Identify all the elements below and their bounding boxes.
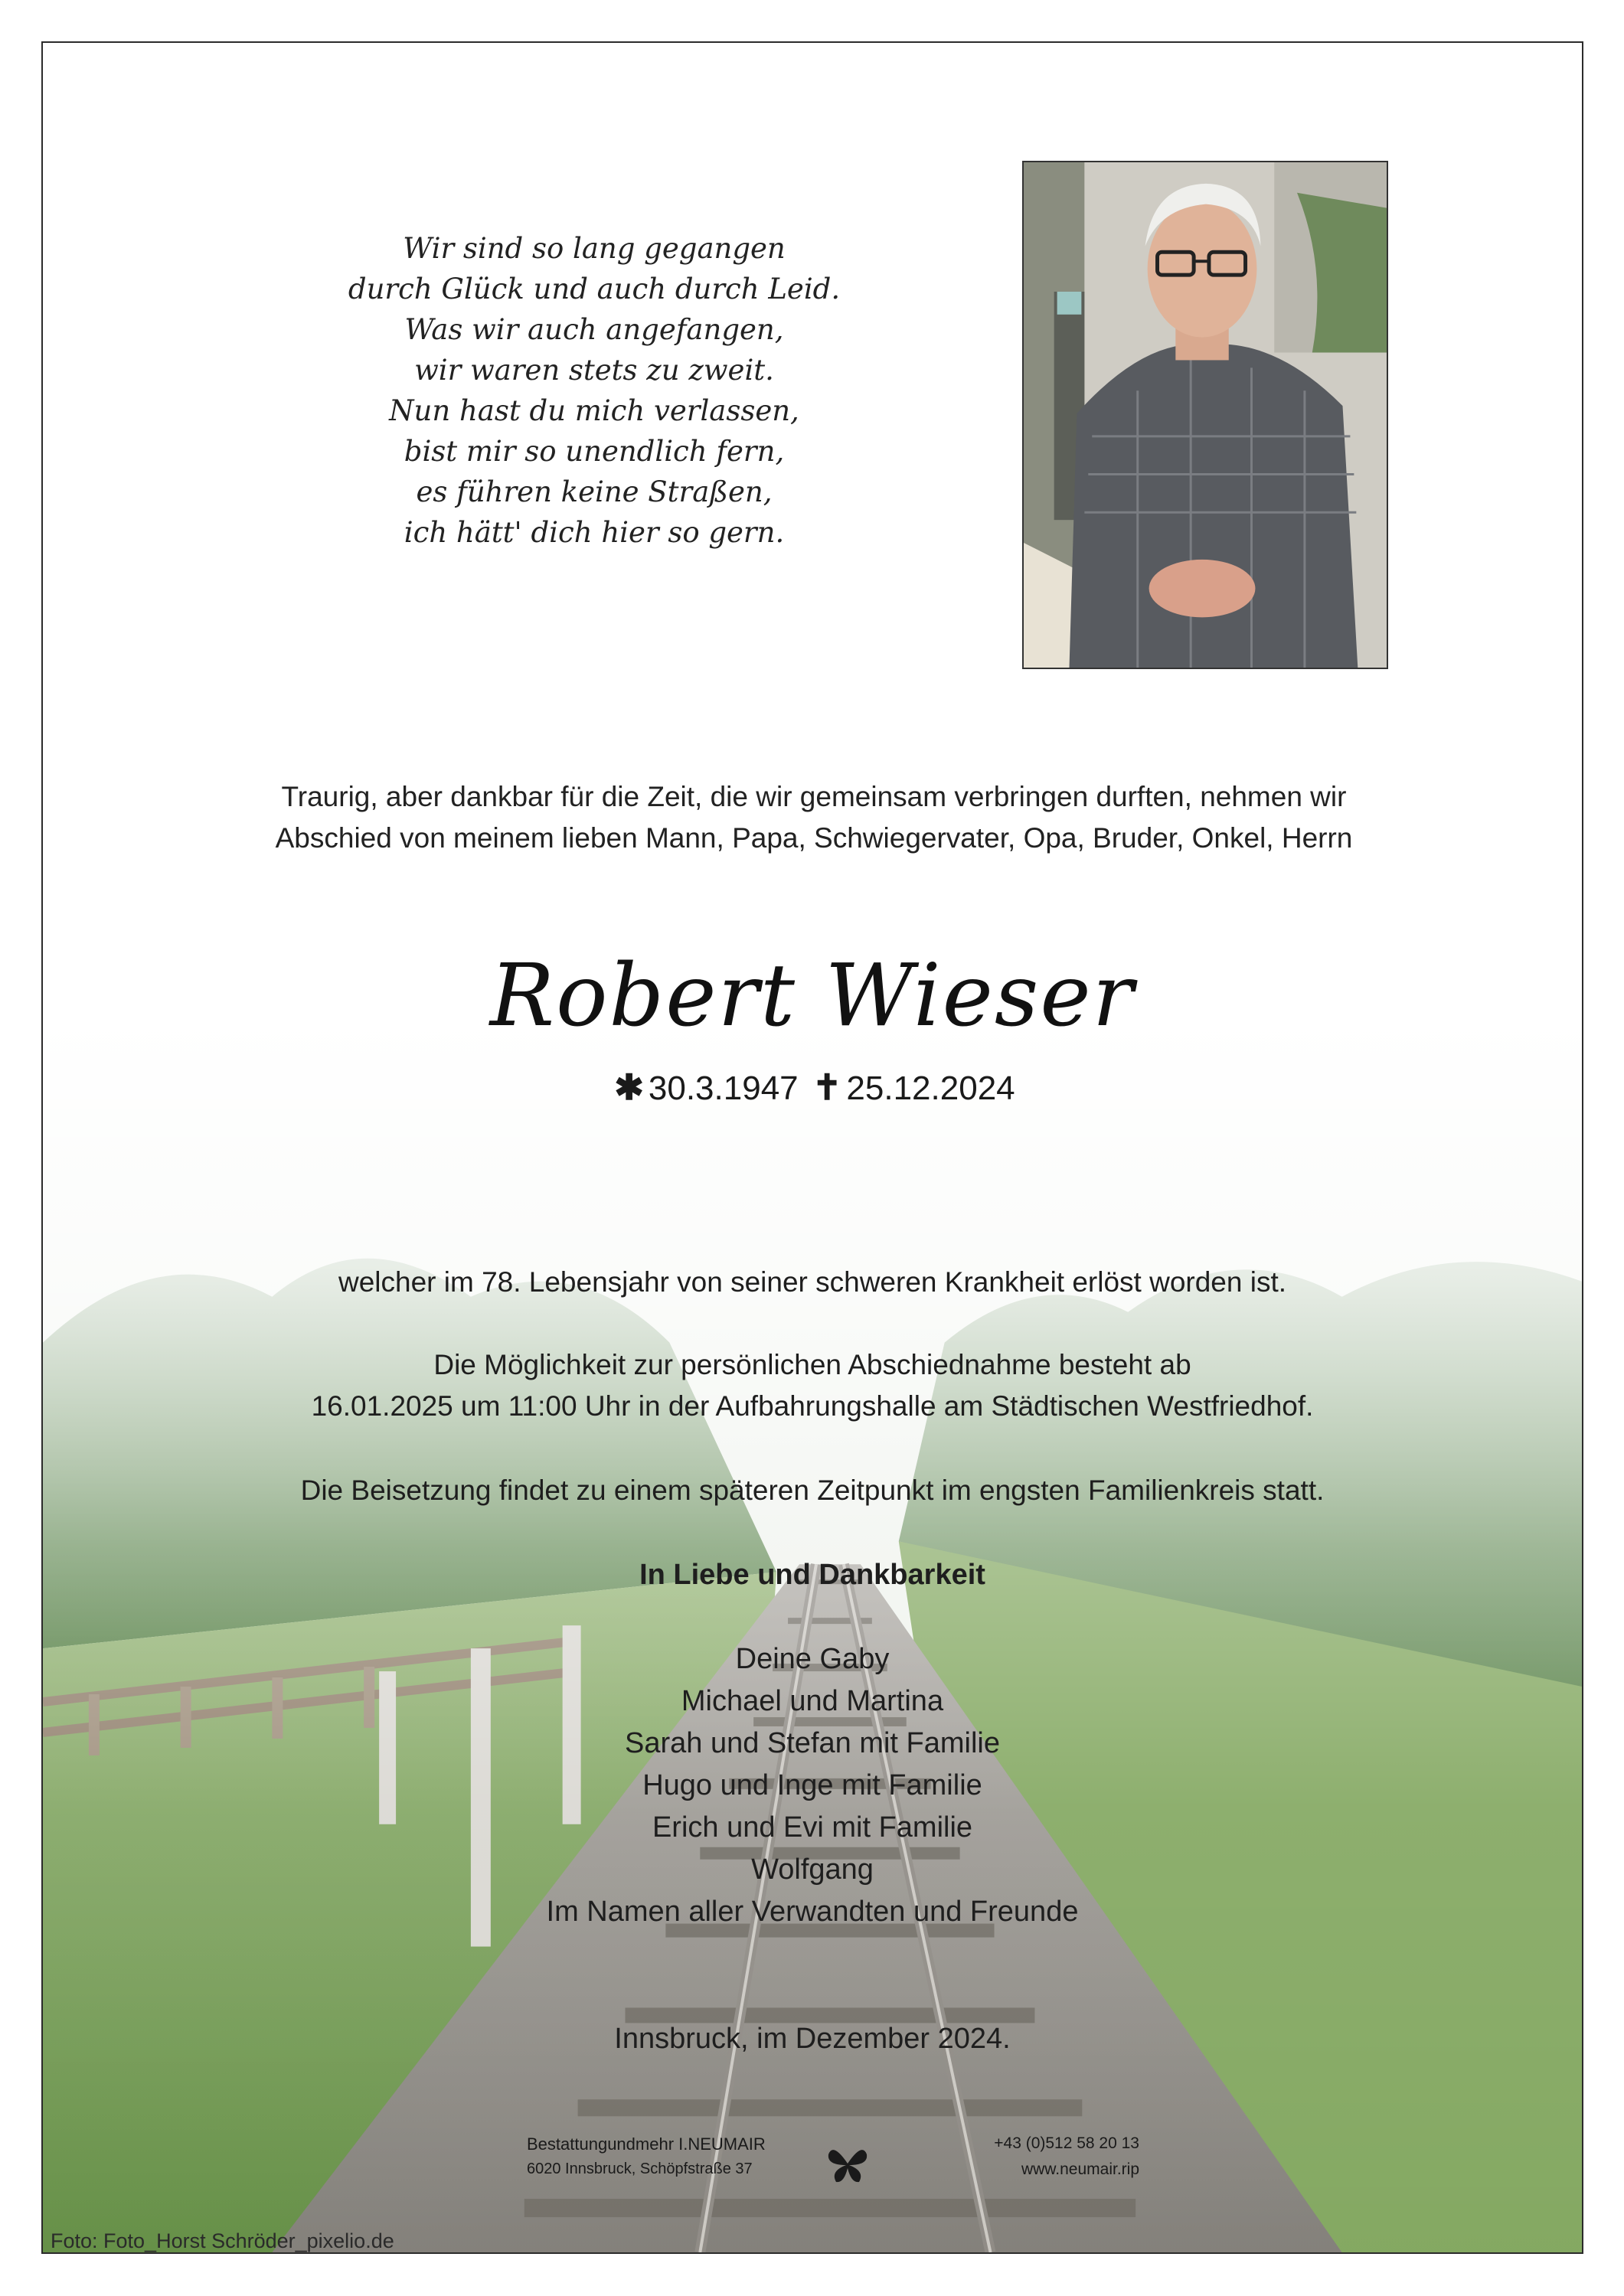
mourners-list [43, 1638, 1582, 1933]
burial-text: Die Beisetzung findet zu einem späteren Zeitpunkt im engsten Familienkreis statt. [300, 1475, 1325, 1506]
intro-text [74, 776, 1554, 859]
place-and-date: Innsbruck, im Dezember 2024. [614, 2023, 1011, 2055]
intro-line: Abschied von meinem lieben Mann, Papa, Schwiegervater, Opa, Bruder, Onkel, Herrn [275, 822, 1353, 854]
poem-line: Was wir auch angefangen, [404, 313, 784, 346]
mourner-entry: Im Namen aller Verwandten und Freunde [546, 1896, 1079, 1928]
poem-line: Wir sind so lang gegangen [403, 232, 786, 265]
photo-credit: Foto: Foto_Horst Schröder_pixelio.de [51, 2229, 394, 2252]
intro-line: Traurig, aber dankbar für die Zeit, die wir gemeinsam verbringen durften, nehmen wir [281, 781, 1347, 812]
poem-line: es führen keine Straßen, [416, 475, 773, 508]
funeral-home-phone: +43 (0)512 58 20 13 [994, 2134, 1139, 2152]
age-text: welcher im 78. Lebensjahr von seiner schweren Krankheit erlöst worden ist. [338, 1266, 1287, 1298]
poem-line: durch Glück und auch durch Leid. [348, 273, 841, 305]
deceased-name: Robert Wieser [489, 946, 1135, 1046]
death-cross-icon: ✝ [812, 1067, 842, 1107]
mourner-entry: Hugo und Inge mit Familie [642, 1769, 982, 1801]
butterfly-logo-icon [825, 2141, 870, 2185]
portrait-photo [1022, 161, 1388, 669]
funeral-home-website[interactable]: www.neumair.rip [1021, 2160, 1139, 2178]
funeral-home-address: 6020 Innsbruck, Schöpfstraße 37 [527, 2160, 753, 2177]
life-dates [43, 1066, 1582, 1110]
mourner-entry: Sarah und Stefan mit Familie [624, 1727, 1000, 1759]
viewing-text [43, 1344, 1582, 1427]
closing-phrase: In Liebe und Dankbarkeit [639, 1559, 985, 1591]
death-date: 25.12.2024 [846, 1070, 1015, 1107]
mourner-entry: Michael und Martina [681, 1685, 944, 1717]
poem-line: bist mir so unendlich fern, [404, 435, 785, 468]
viewing-line: 16.01.2025 um 11:00 Uhr in der Aufbahrungshalle am Städtischen Westfriedhof. [311, 1390, 1314, 1422]
mourner-entry: Erich und Evi mit Familie [652, 1811, 973, 1844]
birth-date: 30.3.1947 [648, 1070, 799, 1107]
viewing-line: Die Möglichkeit zur persönlichen Abschiednahme besteht ab [433, 1349, 1191, 1380]
funeral-home-name: Bestattungundmehr I.NEUMAIR [527, 2134, 766, 2154]
mourner-entry: Wolfgang [751, 1853, 874, 1886]
birth-star-icon: ✱ [614, 1067, 644, 1107]
poem [219, 228, 969, 553]
funeral-home-footer [527, 2134, 1139, 2190]
obituary-card [41, 41, 1583, 2254]
poem-line: ich hätt' dich hier so gern. [404, 516, 785, 549]
poem-line: wir waren stets zu zweit. [414, 354, 774, 387]
poem-line: Nun hast du mich verlassen, [389, 394, 799, 427]
mourner-entry: Deine Gaby [735, 1643, 890, 1675]
